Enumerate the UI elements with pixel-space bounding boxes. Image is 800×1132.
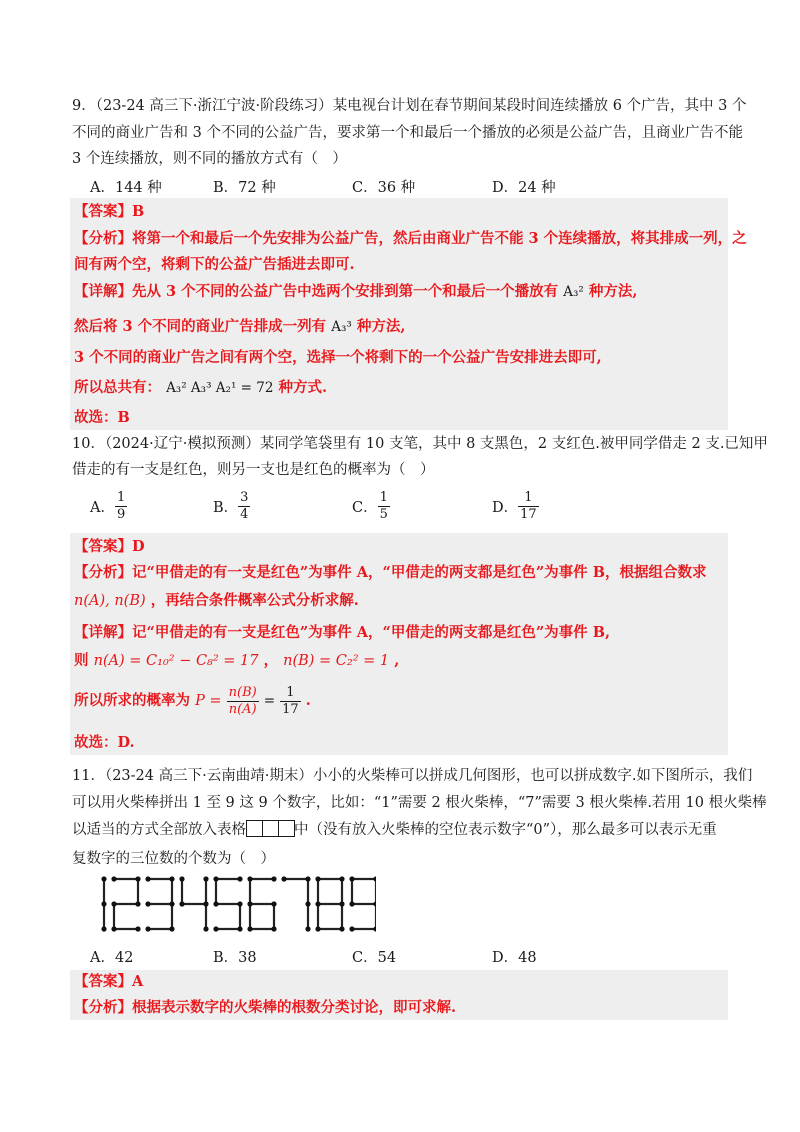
matchstick-head: [305, 926, 310, 931]
q9-option-a: A．144 种: [90, 180, 162, 196]
matchstick-head: [247, 901, 252, 906]
q10-analysis-line-1: 【分析】记“甲借走的有一支是红色”为事件 A，“甲借走的两支都是红色”为事件 B，根据组合数求: [74, 564, 707, 581]
q11-option-b: B．38: [213, 950, 257, 966]
q11-stem-line-1: 11．（23-24 高三下·云南曲靖·期末）小小的火柴棒可以拼成几何图形，也可以拼成数字.如下图所示，我们: [72, 768, 753, 784]
matchstick-head: [145, 876, 150, 881]
q10-probability-value: [280, 685, 301, 718]
q10-option-a-den: 9: [116, 507, 126, 522]
matchstick-head: [271, 926, 276, 931]
matchstick-head: [111, 876, 116, 881]
matchstick-digit-2: [111, 876, 140, 931]
q10-option-d-num: 1: [518, 490, 539, 507]
matchstick-head: [373, 926, 376, 931]
q10-option-c: [352, 490, 390, 523]
q11-analysis: 【分析】根据表示数字的火柴棒的根数分类讨论，即可求解.: [74, 999, 457, 1016]
q9-detail-line-4-tail: 种方式.: [278, 379, 328, 396]
q9-detail-line-4-text: 所以总共有：: [74, 379, 161, 396]
q10-option-a-fraction: [115, 490, 127, 523]
q9-detail-line-3: 3 个不同的商业广告之间有两个空，选择一个将剩下的一个公益广告安排进去即可,: [74, 349, 602, 366]
q10-option-a-num: 1: [116, 490, 126, 505]
matchstick-digit-4: [179, 876, 208, 931]
q10-analysis-line-2: [74, 591, 359, 611]
matchstick-head: [135, 901, 140, 906]
q9-detail-line-1-math: A₃²: [563, 284, 584, 300]
q10-option-d-label: D．: [492, 500, 519, 516]
q11-option-d: D．48: [492, 950, 537, 966]
q11-stem-line-3: [72, 820, 732, 843]
q9-detail-line-1-text: 【详解】先从 3 个不同的公益广告中选两个安排到第一个和最后一个播放有: [74, 283, 559, 300]
q11-three-cell-table: [246, 820, 294, 843]
matchstick-head: [213, 901, 218, 906]
q10-analysis-line-2-math: n(A), n(B): [74, 593, 146, 609]
q10-option-b-fraction: [238, 490, 250, 523]
matchstick-head: [203, 901, 208, 906]
matchstick-head: [315, 876, 320, 881]
q10-option-c-fraction: [378, 490, 390, 523]
q9-analysis-line-1: 【分析】将第一个和最后一个先安排为公益广告，然后由商业广告不能 3 个连续播放，将其排成一列，之: [74, 230, 747, 247]
matchstick-head: [203, 926, 208, 931]
q10-detail-line-3-tail: .: [305, 692, 311, 709]
matchstick-head: [213, 876, 218, 881]
q10-answer-block: [70, 533, 728, 755]
q10-detail-line-2-math-1: n(A) = C₁₀² − C₈² = 17: [93, 653, 259, 669]
matchstick-digit-8: [315, 876, 344, 931]
q9-detail-line-4: [74, 378, 327, 398]
matchstick-head: [111, 926, 116, 931]
q9-analysis-line-2: 间有两个空，将剩下的公益广告插进去即可.: [74, 256, 355, 273]
q9-answer-block: [70, 198, 747, 430]
q10-stem-line-2: 借走的有一支是红色，则另一支也是红色的概率为（ ）: [72, 462, 435, 478]
q10-probability-symbol: P =: [195, 693, 222, 709]
q11-answer: 【答案】A: [74, 973, 144, 990]
q9-answer: 【答案】B: [74, 203, 145, 220]
q10-option-d-fraction: [518, 490, 539, 523]
q10-detail-line-2-tail: ,: [394, 652, 400, 669]
q10-options: [90, 490, 730, 528]
q10-stem-line-1: 10．（2024·辽宁·模拟预测）某同学笔袋里有 10 支笔，其中 8 支黑色，2 支红色.被甲同学借走 2 支.已知甲: [72, 436, 768, 452]
q11-cell-1: [246, 820, 263, 837]
matchstick-head: [247, 926, 252, 931]
q11-stem-line-2: 可以用火柴棒拼出 1 至 9 这 9 个数字，比如：“1”需要 2 根火柴棒，“7”需要 3 根火柴棒.若用 10 根火柴棒: [72, 795, 767, 811]
q10-detail-line-1: 【详解】记“甲借走的有一支是红色”为事件 A，“甲借走的两支都是红色”为事件 B,: [74, 624, 611, 641]
q10-option-c-label: C．: [352, 500, 378, 516]
matchstick-head: [135, 926, 140, 931]
q9-option-c: C．36 种: [352, 180, 416, 196]
q11-cell-2: [262, 820, 279, 837]
matchstick-head: [237, 926, 242, 931]
matchstick-head: [179, 876, 184, 881]
matchstick-head: [349, 901, 354, 906]
q9-detail-line-1-tail: 种方法,: [588, 283, 638, 300]
q9-detail-line-2-math: A₃³: [331, 319, 352, 335]
q10-option-a-label: A．: [90, 500, 115, 516]
matchstick-head: [373, 901, 376, 906]
q11-stem-line-3-tail: 中（没有放入火柴棒的空位表示数字“0”），那么最多可以表示无重: [294, 822, 717, 838]
q9-conclusion: 故选：B: [74, 409, 130, 426]
matchstick-head: [101, 901, 106, 906]
q10-fraction-denominator: n(A): [228, 701, 257, 717]
matchstick-head: [111, 901, 116, 906]
matchstick-head: [101, 876, 106, 881]
q11-option-a: A．42: [90, 950, 134, 966]
matchstick-digits-figure: [76, 874, 376, 934]
q10-option-d: [492, 490, 539, 523]
matchstick-head: [281, 876, 286, 881]
q10-value-denominator: 17: [282, 701, 299, 717]
q10-equals-sign: =: [263, 693, 276, 709]
matchstick-head: [271, 901, 276, 906]
q9-detail-line-1: [74, 282, 637, 302]
q9-option-d: D．24 种: [492, 180, 556, 196]
matchstick-head: [315, 901, 320, 906]
q10-value-numerator: 1: [280, 685, 301, 702]
q10-probability-fraction: [227, 685, 259, 718]
matchstick-head: [247, 876, 252, 881]
q9-option-b: B．72 种: [213, 180, 276, 196]
matchstick-head: [349, 926, 354, 931]
q10-option-b-label: B．: [213, 500, 239, 516]
matchstick-head: [349, 876, 354, 881]
q9-options: [90, 176, 730, 196]
q10-option-b-den: 4: [240, 507, 249, 522]
matchstick-head: [373, 876, 376, 881]
matchstick-head: [339, 876, 344, 881]
q10-option-b-num: 3: [240, 490, 249, 505]
q10-option-c-den: 5: [379, 507, 388, 522]
q10-answer: 【答案】D: [74, 538, 145, 555]
q10-detail-line-3: [74, 681, 311, 721]
q10-option-b: [213, 490, 250, 523]
matchstick-digit-7: [281, 876, 310, 931]
matchstick-head: [101, 926, 106, 931]
matchstick-digit-3: [145, 876, 174, 931]
q9-detail-line-2-text: 然后将 3 个不同的商业广告排成一列有: [74, 318, 327, 335]
matchstick-head: [135, 876, 140, 881]
matchstick-digit-5: [213, 876, 242, 931]
matchstick-head: [339, 926, 344, 931]
matchstick-digit-6: [247, 876, 276, 931]
q9-detail-line-2-tail: 种方法,: [356, 318, 406, 335]
q9-detail-line-4-math: A₃² A₃³ A₂¹ = 72: [166, 380, 274, 396]
q10-option-d-den: 17: [520, 507, 537, 522]
q11-option-c: C．54: [352, 950, 397, 966]
q10-conclusion: 故选：D.: [74, 734, 135, 751]
matchstick-digit-9: [349, 876, 376, 931]
q10-fraction-numerator: n(B): [228, 684, 257, 700]
matchstick-head: [169, 876, 174, 881]
matchstick-head: [315, 926, 320, 931]
matchstick-head: [271, 876, 276, 881]
q9-stem-line-3: 3 个连续播放，则不同的播放方式有（ ）: [72, 151, 347, 167]
matchstick-digit-1: [101, 876, 106, 931]
matchstick-head: [179, 901, 184, 906]
matchstick-head: [305, 901, 310, 906]
q10-detail-line-2-math-2: n(B) = C₂² = 1: [283, 653, 390, 669]
matchstick-head: [145, 926, 150, 931]
q10-option-a: [90, 490, 127, 523]
q11-stem-line-4: 复数字的三位数的个数为（ ）: [72, 851, 275, 867]
matchstick-head: [203, 876, 208, 881]
q10-detail-line-2: [74, 651, 399, 671]
q9-stem-line-2: 不同的商业广告和 3 个不同的公益广告，要求第一个和最后一个播放的必须是公益广告，且商业广告不能: [72, 125, 743, 141]
matchstick-head: [213, 926, 218, 931]
q11-answer-block: [70, 970, 728, 1020]
q10-detail-line-3-text: 所以所求的概率为: [74, 692, 190, 709]
q10-option-c-num: 1: [379, 490, 388, 505]
q10-analysis-line-2-text: ，再结合条件概率公式分析求解.: [150, 592, 359, 609]
matchstick-head: [237, 901, 242, 906]
q10-detail-line-2-sep: ，: [263, 652, 279, 669]
q10-detail-line-2-text: 则: [74, 652, 89, 669]
q9-detail-line-2: [74, 317, 405, 337]
matchstick-head: [145, 901, 150, 906]
matchstick-head: [305, 876, 310, 881]
matchstick-head: [169, 901, 174, 906]
matchstick-head: [169, 926, 174, 931]
q9-stem-line-1: 9．（23-24 高三下·浙江宁波·阶段练习）某电视台计划在春节期间某段时间连续播放 6 个广告，其中 3 个: [72, 98, 747, 114]
matchstick-head: [339, 901, 344, 906]
matchstick-head: [237, 876, 242, 881]
q11-options: [90, 946, 730, 966]
q11-cell-3: [278, 820, 295, 837]
q11-stem-line-3-text: 以适当的方式全部放入表格: [72, 822, 246, 838]
